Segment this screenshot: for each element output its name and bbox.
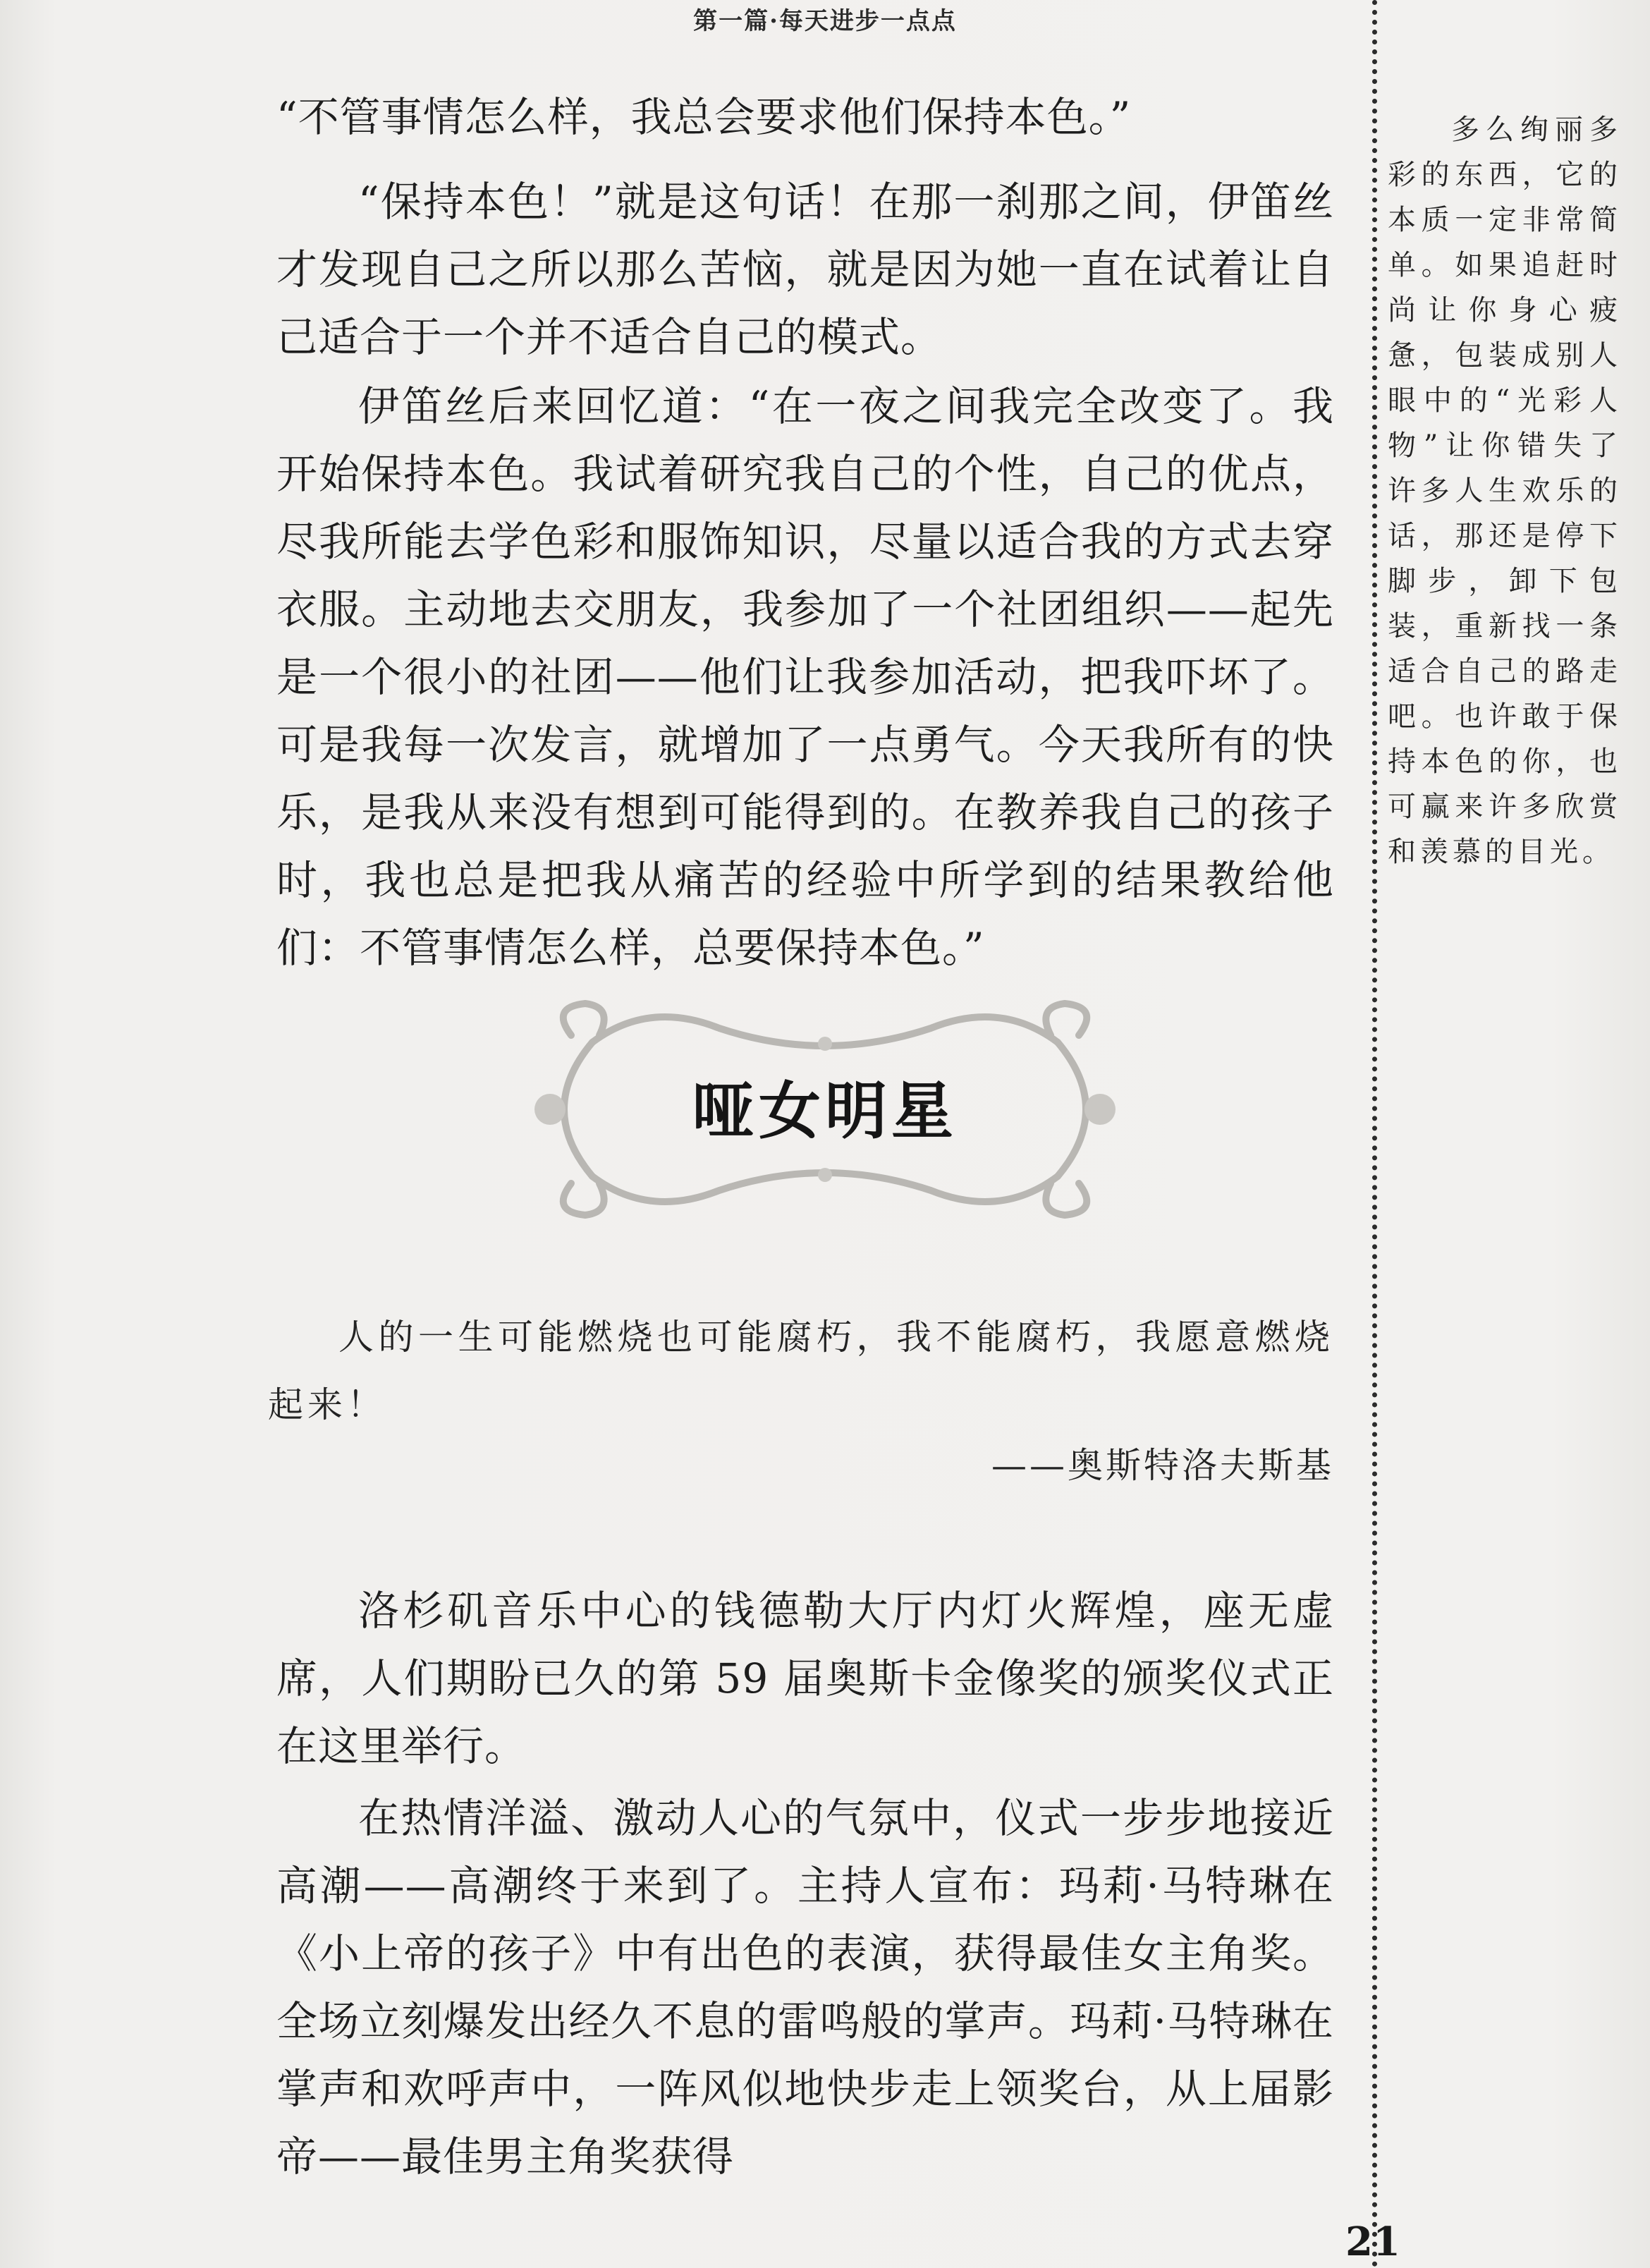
epigraph-text: 人的一生可能燃烧也可能腐朽，我不能腐朽，我愿意燃烧起来！ — [268, 1317, 1334, 1425]
epigraph-author: ——奥斯特洛夫斯基 — [991, 1445, 1334, 1486]
margin-note: 多么绚丽多彩的东西，它的本质一定非常简单。如果追赶时尚让你身心疲惫，包装成别人眼中的“光彩人物”让你错失了许多人生欢乐的话，那还是停下脚步，卸下包装，重新找一条适合自己的路走吧。也许敢于保持本色的你，也可赢来许多欣赏和羡慕的目光。 — [1388, 114, 1622, 868]
paragraph-5: 在热情洋溢、激动人心的气氛中，仪式一步步地接近高潮——高潮终于来到了。主持人宣布：玛莉·马特琳在《小上帝的孩子》中有出色的表演，获得最佳女主角奖。全场立刻爆发出经久不息的雷鸣般的掌声。玛莉·马特琳在掌声和欢呼声中，一阵风似地快步走上领奖台，从上届影帝——最佳男主角奖获得 — [276, 1794, 1334, 2181]
running-head: 第一篇·每天进步一点点 — [693, 7, 957, 35]
page-number: 21 — [1345, 2219, 1400, 2265]
paragraph-4: 洛杉矶音乐中心的钱德勒大厅内灯火辉煌，座无虚席，人们期盼已久的第 59 届奥斯卡金像奖的颁奖仪式正在这里举行。 — [276, 1587, 1334, 1770]
margin-divider — [1372, 0, 1377, 2268]
section-title: 哑女明星 — [692, 1074, 958, 1147]
section-title-frame — [508, 993, 1142, 1226]
paragraph-3: 伊笛丝后来回忆道：“在一夜之间我完全改变了。我开始保持本色。我试着研究我自己的个性，自己的优点，尽我所能去学色彩和服饰知识，尽量以适合我的方式去穿衣服。主动地去交朋友，我参加了一个社团组织——起先是一个很小的社团——他们让我参加活动，把我吓坏了。可是我每一次发言，就增加了一点勇气。今天我所有的快乐，是我从来没有想到可能得到的。在教养我自己的孩子时，我也总是把我从痛苦的经验中所学到的结果教给他们：不管事情怎么样，总要保持本色。” — [276, 382, 1334, 972]
paragraph-1: “不管事情怎么样，我总会要求他们保持本色。” — [276, 93, 1132, 141]
paragraph-2: “保持本色！”就是这句话！在那一刹那之间，伊笛丝才发现自己之所以那么苦恼，就是因为她一直在试着让自己适合于一个并不适合自己的模式。 — [276, 178, 1334, 361]
